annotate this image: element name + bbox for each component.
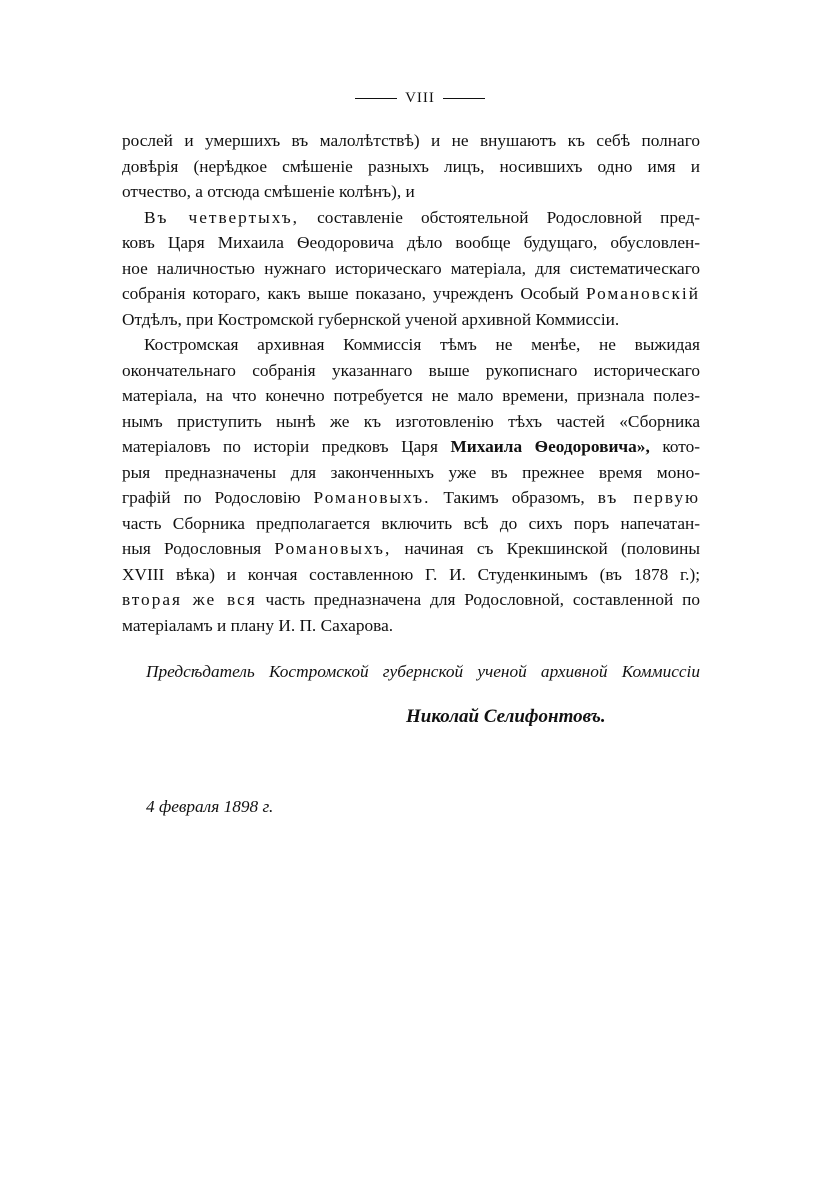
document-date: 4 февраля 1898 г.	[146, 797, 274, 816]
paragraph-3-line-8: часть Сборника предполагается включить всѣ до сихъ поръ напечатан-	[122, 513, 700, 533]
paragraph-2-line-1	[122, 205, 700, 231]
body-text	[122, 128, 700, 638]
paragraph-3-line-12: матеріаламъ и плану И. П. Сахарова.	[122, 615, 394, 635]
paragraph-2-line-4	[122, 281, 700, 307]
page-header	[0, 90, 840, 107]
paragraph-2-line-5: Отдѣлъ, при Костромской губернской ученой архивной Коммиссіи.	[122, 309, 620, 329]
page-number: VIII	[405, 90, 435, 106]
text-run: матеріаловъ по исторіи предковъ Царя	[122, 437, 438, 456]
paragraph-3-line-9	[122, 536, 700, 562]
text-run: часть предназначена для Родословной, составленной по	[265, 590, 700, 609]
text-run: графій по Родословію	[122, 488, 301, 507]
paragraph-3-line-3: матеріала, на что конечно потребуется не мало времени, признала полез-	[122, 386, 700, 405]
paragraph-3-line-10: XVIII вѣка) и кончая составленною Г. И. Студенкинымъ (въ 1878 г.);	[122, 564, 700, 584]
emphasis-tsar-name: Михаила Ѳеодоровича»,	[450, 437, 650, 456]
text-run: составленіе обстоятельной Родословной пред-	[317, 207, 700, 227]
paragraph-3-line-1: Костромская архивная Коммиссія тѣмъ не менѣе, не выжидая	[144, 335, 700, 354]
header-rule-right	[443, 98, 485, 99]
emphasis-romanov: Романовыхъ,	[274, 539, 392, 558]
paragraph-3-line-6: рыя предназначены для законченныхъ уже въ прежнее время моно-	[122, 462, 700, 482]
paragraph-1-line-3: отчество, а отсюда смѣшеніе колѣнъ), и	[122, 182, 415, 201]
text-run: собранія котораго, какъ выше показано, учрежденъ Особый	[122, 284, 579, 303]
signature-title: Предсѣдатель Костромской губернской ученой архивной Коммиссіи	[146, 662, 700, 681]
emphasis-lead: Въ четвертыхъ,	[144, 207, 300, 227]
paragraph-2-line-2: ковъ Царя Михаила Ѳеодоровича дѣло вообще будущаго, обусловлен-	[122, 233, 700, 252]
paragraph-3-line-4: нымъ приступить нынѣ же къ изготовленію тѣхъ частей «Сборника	[122, 411, 700, 431]
paragraph-3-line-2: окончательнаго собранія указаннаго выше рукописнаго историческаго	[122, 360, 700, 380]
emphasis-second-part: вторая же вся	[122, 590, 257, 609]
emphasis-romanov: Романовыхъ.	[313, 488, 431, 507]
paragraph-1-line-2: довѣрія (нерѣдкое смѣшеніе разныхъ лицъ, носившихъ одно имя и	[122, 156, 700, 176]
text-run: кото-	[662, 437, 701, 456]
paragraph-1-line-1: рослей и умершихъ въ малолѣтствѣ) и не внушаютъ къ себѣ полнаго	[122, 131, 700, 150]
paragraph-3-line-7	[122, 485, 700, 511]
header-rule-left	[355, 98, 397, 99]
emphasis-first-part: въ первую	[597, 488, 701, 507]
paragraph-3-line-5	[122, 434, 700, 460]
paragraph-3-line-11	[122, 587, 700, 613]
signature-name: Николай Селифонтовъ.	[406, 706, 606, 727]
text-run: Такимъ образомъ,	[443, 488, 585, 507]
text-run: ныя Родословныя	[122, 539, 262, 558]
text-run: начиная съ Крекшинской (половины	[404, 539, 700, 558]
emphasis-romanov: Романовскій	[585, 284, 700, 303]
paragraph-2-line-3: ное наличностью нужнаго историческаго матеріала, для систематическаго	[122, 258, 700, 278]
